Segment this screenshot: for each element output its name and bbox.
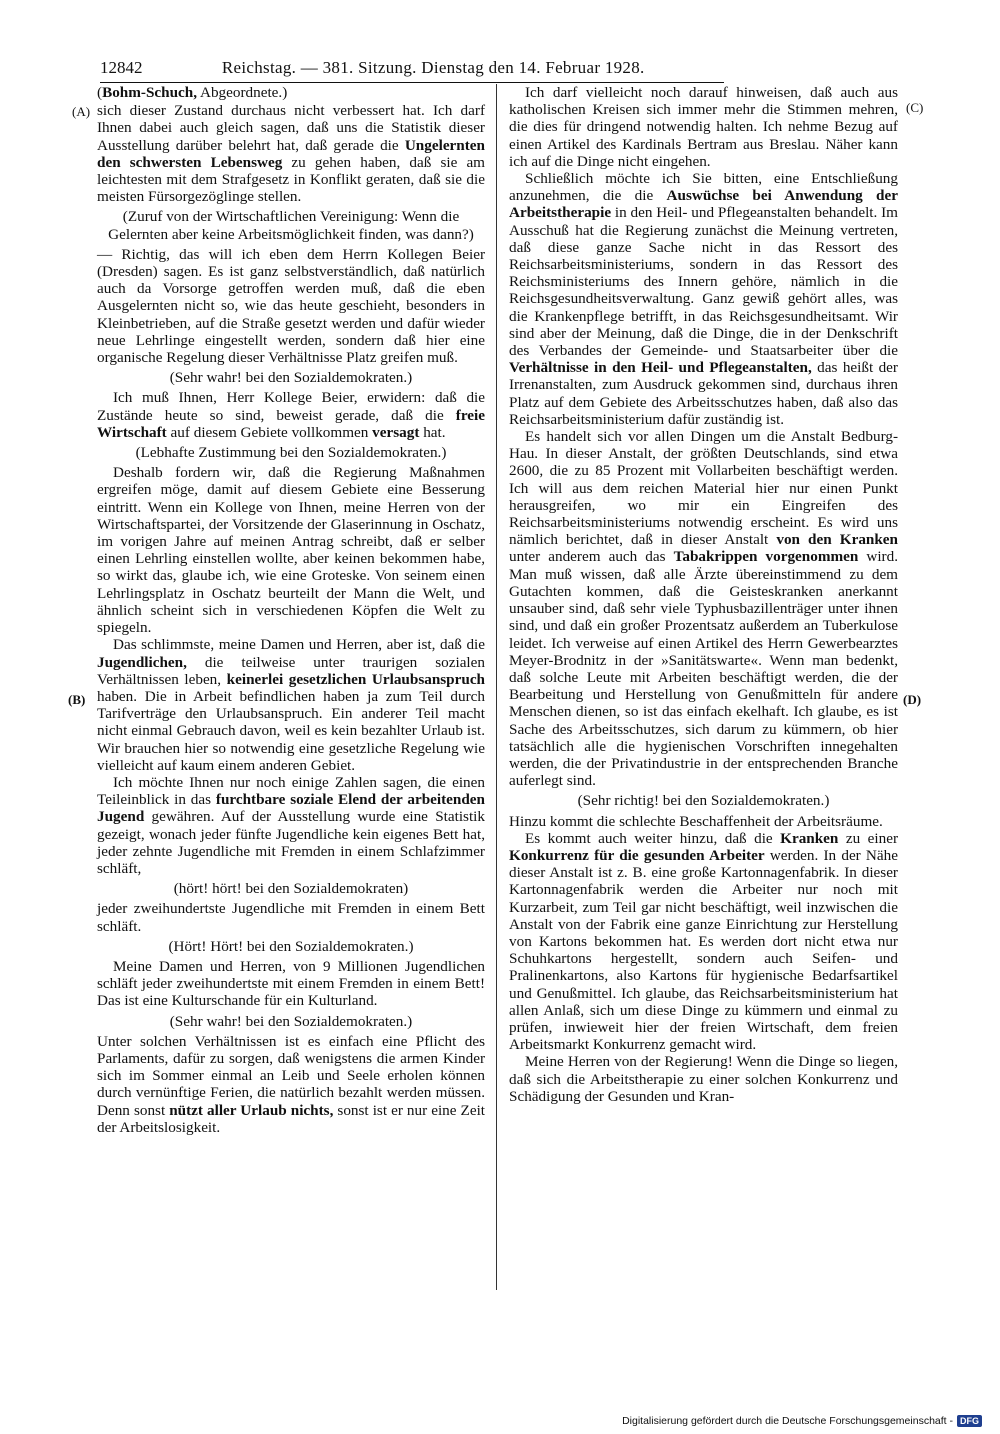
paragraph: Unter solchen Verhältnissen ist es einfach eine Pflicht des Parlaments, dafür zu sorgen, daß wenigstens die armen Kinder sich im Sommer einmal an Leib und Seele erholen können durch vernünftige Ferien, die natürlich bezahlt werden müssen. Denn sonst nützt aller Urlaub nichts, sonst ist er nur eine Zeit der Arbeitslosigkeit. — [97, 1032, 486, 1136]
margin-marker-a: (A) — [72, 104, 91, 119]
page-title: Reichstag. — 381. Sitzung. Dienstag den 14. Februar 1928. — [221, 58, 645, 77]
paragraph: Hinzu kommt die schlechte Beschaffenheit der Arbeitsräume. — [509, 812, 883, 830]
paragraph: Ich möchte Ihnen nur noch einige Zahlen sagen, die einen Teileinblick in das furchtbare soziale Elend der arbeitenden Jugend gewähren. Auf der Ausstellung wurde eine Statistik gezeigt, wonach jeder fünfte Jugendliche kein eigenes Bett hat, jeder zehnte Jugendliche mit Fremden in einem Schlafzimmer schläft, — [97, 773, 485, 877]
margin-marker-d: (D) — [903, 692, 922, 707]
paragraph: Ich muß Ihnen, Herr Kollege Beier, erwidern: daß die Zustände heute so sind, beweist gerade, daß die freie Wirtschaft auf diesem Gebiete vollkommen versagt hat. — [97, 389, 485, 441]
paragraph: Es handelt sich vor allen Dingen um die Anstalt Bedburg-Hau. In dieser Anstalt, der größten Deutschlands, sind etwa 2600, die zu 85 Prozent mit Vollarbeiten beschäftigt werden. Ich will aus dem reichen Material hier nur einen Punkt herausgreifen, wo mir ein Eingreifen des Reichsarbeitsministeriums notwendig erscheint. Es wird uns nämlich berichtet, daß in dieser Anstalt von den Kranken unter anderem auch das Tabakrippen vorgenommen wird. Man muß wissen, daß alle Ärzte übereinstimmend zu dem Gutachten kommen, daß die Geisteskranken anerkannt unsauber sind, daß sehr viele Typhusbazillenträger unter ihnen sind, und daß ein großer Prozentsatz außerdem an Tuberkulose leidet. Ich verweise auf einen Artikel des Herrn Gewerbearztes Meyer-Brodnitz in der »Sanitätswarte«. Wenn man bedenkt, daß solche Leute mit Arbeiten beschäftigt werden, die der Bearbeitung und Herstellung von Genußmitteln für andere Menschen dienen, so ist das einfach ekelhaft. Ich glaube, es ist Sache des Arbeitsschutzes, sich darum zu kümmern, ob hier tatsächlich alle die hygienischen Vorschriften innegehalten werden, die der Privatindustrie in der entsprechenden Branche auferlegt sind. — [509, 428, 898, 790]
right-column — [509, 84, 898, 1105]
speaker-name: Bohm-Schuch, — [102, 84, 198, 101]
paragraph: jeder zweihundertste Jugendliche mit Fremden in einem Bett schläft. — [97, 900, 485, 935]
paragraph: Deshalb fordern wir, daß die Regierung Maßnahmen ergreifen möge, damit auf diesem Gebiete eine Besserung eintritt. Wenn ein Kollege von Ihnen, meine Herren von der Wirtschaftspartei, der Vorsitzende der Glaserinnung in Oschatz, im vorigen Jahre auf meinen Antrag schreibt, daß er selber einen Lehrling einstellen wollte, aber keinen bekommen habe, so wirkt das, glaube ich, wie eine Groteske. Von seinem einen Lehrlingsplatz in Oschatz beurteilt der Mann die Welt, und ähnlich scheint sich in verschiedenen Köpfen die Welt zu spiegeln. — [97, 464, 485, 637]
interjection: (Lebhafte Zustimmung bei den Sozialdemokraten.) — [135, 444, 447, 462]
paragraph: Es kommt auch weiter hinzu, daß die Kranken zu einer Konkurrenz für die gesunden Arbeiter werden. In der Nähe dieser Anstalt ist z. B. eine große Kartonnagenfabrik. In dieser Kartonnagenfabrik werden die Arbeiter nur noch mit Kurzarbeit, zum Teil gar nicht beschäftigt, weil inzwischen die Anstalt von der Fabrik eine ganze Einrichtung zur Herstellung von Kartons bekommen hat. Es werden dort nicht etwa nur Schuhkartons hergestellt, sondern auch Seifen- und Pralinenkartons, also Kartons für hygienische Bedarfsartikel und Genußmittel. Ich glaube, das Reichsarbeitsministerium hat allen Anlaß, sich um diese Dinge zu kümmern und einmal zu prüfen, inwieweit hier der freien Wirtschaft, dem freien Arbeitsmarkt Konkurrenz gemacht wird. — [509, 829, 898, 1054]
speaker-line: (Bohm-Schuch, Abgeordnete.) — [97, 84, 288, 101]
paragraph: Schließlich möchte ich Sie bitten, eine Entschließung anzunehmen, die die Auswüchse bei Anwendung der Arbeitstherapie in den Heil- und Pflegeanstalten behandelt. Im Ausschuß hat die Regierung zunächst die Meinung vertreten, daß diese ganze Sache nicht in das Ressort des Reichsarbeitsministeriums, sondern in das Ressort des Reichsministeriums des Innern gehöre, nämlich in die Reichsgesundheitsverwaltung. Ganz gewiß gehört alles, was die Krankenpflege betrifft, in das Reichsgesundheitsamt. Wir sind aber der Meinung, daß die Dinge, die in der Denkschrift des Verbandes der Gemeinde- und Staatsarbeiter über die Verhältnisse in den Heil- und Pflegeanstalten, das heißt der Irrenanstalten, zum Ausdruck gekommen sind, durchaus ihren Platz auf dem Gebiete des Arbeitsschutzes haben, daß also das Reichsarbeitsministerium dafür zuständig ist. — [509, 170, 898, 428]
interjection: (Zuruf von der Wirtschaftlichen Vereinigung: Wenn die Gelernten aber keine Arbeitsmöglichkeit finden, was dann?) — [108, 208, 474, 243]
credit-text: Digitalisierung gefördert durch die Deutsche Forschungsgemeinschaft - — [622, 1415, 953, 1427]
interjection: (hört! hört! bei den Sozialdemokraten) — [173, 880, 409, 898]
margin-marker-c: (C) — [906, 100, 924, 115]
interjection: (Sehr richtig! bei den Sozialdemokraten.) — [577, 792, 830, 810]
digitization-credit — [622, 1415, 982, 1427]
interjection: (Hört! Hört! bei den Sozialdemokraten.) — [168, 937, 414, 955]
running-header — [100, 58, 724, 83]
page-number: 12842 — [100, 58, 143, 77]
speaker-role: Abgeordnete.) — [197, 84, 288, 101]
margin-marker-b: (B) — [68, 692, 86, 707]
paragraph: sich dieser Zustand durchaus nicht verbessert hat. Ich darf Ihnen dabei auch gleich sagen, daß uns die Statistik dieser Ausstellung darüber belehrt hat, daß gerade die Ungelernten den schwersten Lebensweg zu gehen haben, daß sie am leichtesten mit dem Strafgesetz in Konflikt geraten, daß sie die meisten Fürsorgezöglinge stellen. — [97, 102, 485, 206]
interjection: (Sehr wahr! bei den Sozialdemokraten.) — [169, 369, 413, 387]
paragraph: Meine Damen und Herren, von 9 Millionen Jugendlichen schläft jeder zweihundertste mit einem Fremden in einem Bett! Das ist eine Kulturschande für ein Kulturland. — [97, 957, 485, 1010]
paragraph: — Richtig, das will ich eben dem Herrn Kollegen Beier (Dresden) sagen. Es ist ganz selbstverständlich, daß natürlich auch da Vorsorge getroffen werden muß, daß die eben Ausgelernten nicht so, wie das heute geschieht, besonders in Kleinbetrieben, auf die Straße gesetzt werden und dafür wieder neue Lehrlinge eingestellt werden, sondern daß hier eine organische Regelung dieser Verhältnisse Platz greifen muß. — [97, 245, 485, 367]
left-column — [97, 84, 485, 1136]
paragraph: Meine Herren von der Regierung! Wenn die Dinge so liegen, daß sich die Arbeitstherapie zu einer solchen Konkurrenz und Schädigung der Gesunden und Kran- — [509, 1053, 898, 1105]
paragraph: Ich darf vielleicht noch darauf hinweisen, daß auch aus katholischen Kreisen sich immer mehr die Stimmen mehren, die dies für dringend notwendig halten. Ich nehme Bezug auf einen Artikel des Kardinals Bertram aus Breslau. Näher kann ich auf die Dinge nicht eingehen. — [509, 84, 898, 170]
dfg-logo: DFG — [957, 1415, 982, 1427]
paragraph: Das schlimmste, meine Damen und Herren, aber ist, daß die Jugendlichen, die teilweise unter traurigen sozialen Verhältnissen leben, keinerlei gesetzlichen Urlaubsanspruch haben. Die in Arbeit befindlichen haben ja zum Teil durch Tarifverträge den Urlaubsanspruch. Ein anderer Teil macht nicht einmal Gebrauch davon, weil es kein bezahlter Urlaub ist. Wir brauchen hier so notwendig eine gesetzliche Regelung wie vielleicht auf kaum einem anderen Gebiet. — [97, 636, 486, 774]
interjection: (Sehr wahr! bei den Sozialdemokraten.) — [169, 1012, 413, 1030]
column-divider — [496, 84, 497, 1290]
